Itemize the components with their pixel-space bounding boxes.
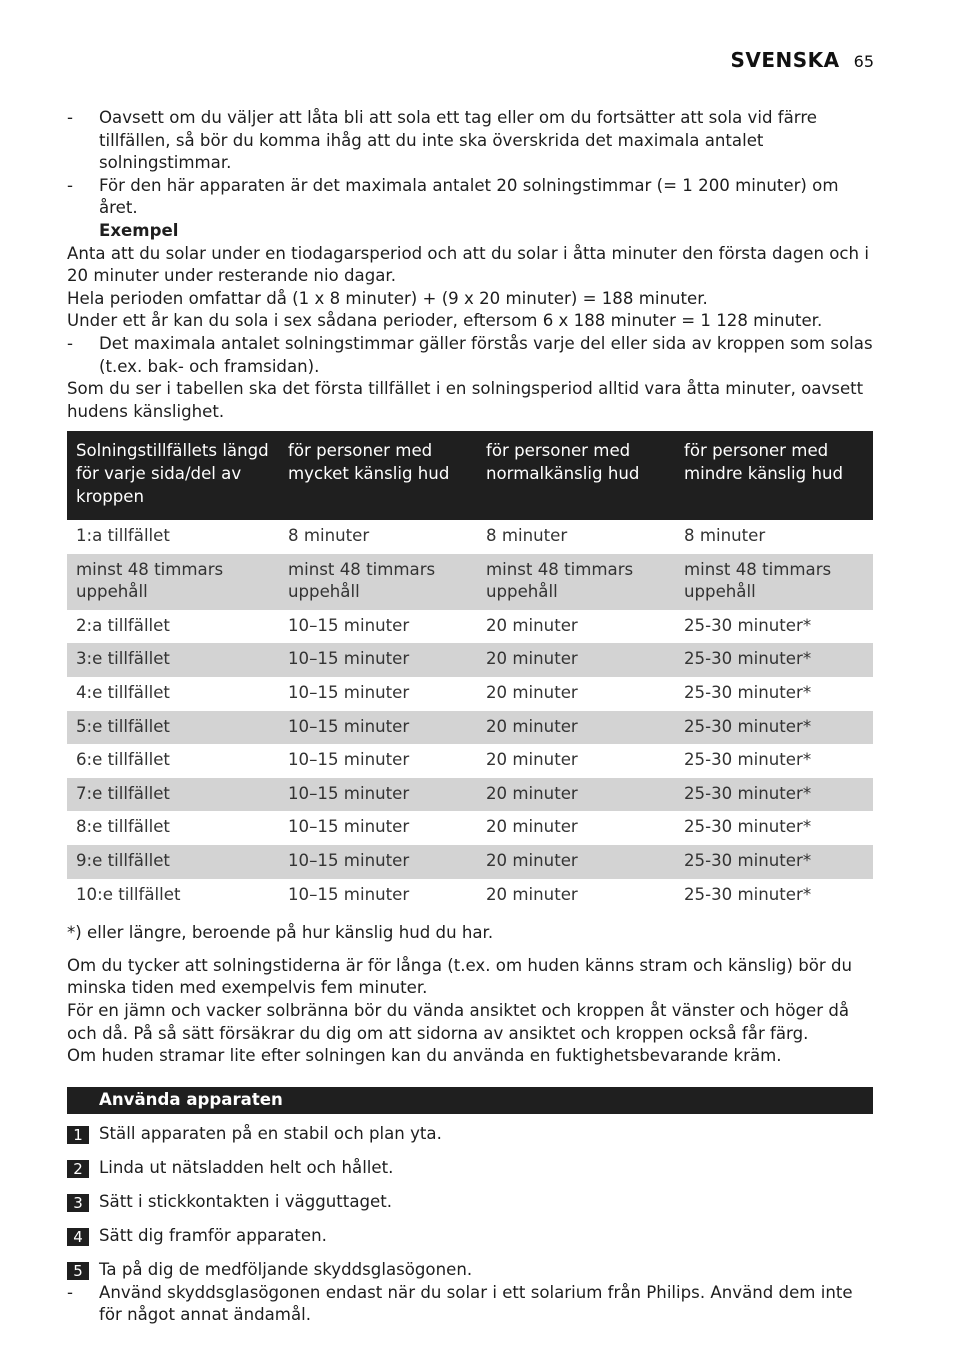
table-cell: 20 minuter [477,711,675,745]
table-cell: 20 minuter [477,778,675,812]
table-cell: 2:a tillfället [76,615,170,635]
table-row [67,520,873,554]
table-row [67,879,873,913]
intro-bullet: - Oavsett om du väljer att låta bli att sola ett tag eller om du fortsätter att sola vid färre tillfällen, så bör du komma ihåg att du inte ska överskrida det maximala antalet solningstimmar. [67,108,817,173]
step-text: Sätt i stickkontakten i vägguttaget. [99,1192,393,1212]
step-number: 1 [67,1126,89,1144]
advice-paragraph: För en jämn och vacker solbränna bör du vända ansiktet och kroppen åt vänster och höger då och då. På så sätt försäkrar du dig om att sidorna av ansiktet och kroppen också får färg. [67,1001,850,1043]
table-cell: minst 48 timmars uppehåll [477,554,675,610]
table-cell: 20 minuter [486,750,578,770]
table-row [67,778,873,812]
final-bullet: - Använd skyddsglasögonen endast när du solar i ett solarium från Philips. Använd dem inte för något annat ändamål. [67,1282,853,1325]
table-cell: 25-30 minuter* [684,683,812,703]
table-cell: 10–15 minuter [288,750,410,770]
step-item [67,1124,873,1146]
table-cell: 6:e tillfället [76,750,170,770]
table-cell: 25-30 minuter* [684,750,812,770]
table-cell: 25-30 minuter* [684,615,812,635]
table-cell: minst 48 timmars uppehåll [279,554,477,610]
table-cell: 25-30 minuter* [675,778,873,812]
example-line: Anta att du solar under en tiodagarsperiod och att du solar i åtta minuter den första dagen och i 20 minuter under resterande nio dagar. [67,243,869,286]
table-cell: 8 minuter [486,526,568,546]
table-cell: 20 minuter [477,845,675,879]
table-footnote: *) eller längre, beroende på hur känslig hud du har. [67,923,494,943]
table-cell: 8:e tillfället [76,817,170,837]
step-number: 3 [67,1194,89,1212]
table-cell: 25-30 minuter* [675,845,873,879]
advice-paragraph: Om du tycker att solningstiderna är för långa (t.ex. om huden känns stram och känslig) bör du minska tiden med exempelvis fem minuter. [67,955,853,998]
step-text: Ta på dig de medföljande skyddsglasögonen. [99,1260,473,1280]
table-cell: 25-30 minuter* [684,817,812,837]
table-cell: 25-30 minuter* [675,643,873,677]
step-number: 4 [67,1228,89,1246]
step-item [67,1260,873,1282]
advice-paragraph: Om huden stramar lite efter solningen kan du använda en fuktighetsbevarande kräm. [67,1046,782,1066]
table-row [67,643,873,677]
table-cell: 3:e tillfället [67,643,279,677]
table-cell: 20 minuter [477,643,675,677]
table-cell: 20 minuter [486,817,578,837]
example-heading: Exempel [99,220,179,240]
example-closing: Som du ser i tabellen ska det första tillfället i en solningsperiod alltid vara åtta minuter, oavsett hudens känslighet. [67,379,864,421]
step-number: 2 [67,1160,89,1178]
table-row [67,811,873,845]
table-row [67,744,873,778]
table-cell: 8 minuter [288,526,370,546]
table-header-cell: Solningstillfällets längd för varje sida/del av kroppen [67,431,279,520]
tanning-table [67,431,873,912]
table-header-cell: för personer med normalkänslig hud [477,431,675,520]
table-row [67,677,873,711]
table-cell: 8 minuter [684,526,766,546]
table-cell: 10–15 minuter [288,615,410,635]
table-row [67,845,873,879]
table-cell: 10–15 minuter [279,845,477,879]
table-cell: minst 48 timmars uppehåll [67,554,279,610]
table-cell: 10–15 minuter [288,884,410,904]
step-item [67,1158,873,1180]
step-item [67,1226,873,1248]
table-cell: 10–15 minuter [288,683,410,703]
language-label: SVENSKA [730,48,840,72]
section-heading: Använda apparaten [67,1087,873,1114]
table-cell: 9:e tillfället [67,845,279,879]
table-row [67,610,873,644]
table-row [67,554,873,610]
table-row [67,711,873,745]
page-number: 65 [853,52,874,71]
table-cell: 10–15 minuter [279,643,477,677]
table-cell: 20 minuter [486,884,578,904]
table-header-cell: för personer med mycket känslig hud [279,431,477,520]
step-text: Linda ut nätsladden helt och hållet. [99,1158,394,1178]
table-cell: minst 48 timmars uppehåll [675,554,873,610]
table-header-row [67,431,873,520]
step-text: Sätt dig framför apparaten. [99,1226,327,1246]
table-header-cell: för personer med mindre känslig hud [675,431,873,520]
example-bullet: - Det maximala antalet solningstimmar gäller förstås varje del eller sida av kroppen som solas (t.ex. bak- och framsidan). [67,333,873,376]
table-cell: 1:a tillfället [76,526,170,546]
step-item [67,1192,873,1214]
table-cell: 10–15 minuter [279,711,477,745]
table-body [67,520,873,912]
page-header [730,48,874,72]
step-number: 5 [67,1262,89,1280]
table-cell: 10:e tillfället [76,884,181,904]
table-cell: 10–15 minuter [279,778,477,812]
table-cell: 4:e tillfället [76,683,170,703]
table-cell: 7:e tillfället [67,778,279,812]
step-text: Ställ apparaten på en stabil och plan yta. [99,1124,442,1144]
advice-block [67,955,873,1068]
example-line: Hela perioden omfattar då (1 x 8 minuter) + (9 x 20 minuter) = 188 minuter. [67,288,708,308]
example-line: Under ett år kan du sola i sex sådana perioder, eftersom 6 x 188 minuter = 1 128 minuter. [67,311,823,331]
table-cell: 25-30 minuter* [675,711,873,745]
page-content [67,107,873,1327]
table-cell: 20 minuter [486,615,578,635]
table-cell: 20 minuter [486,683,578,703]
table-cell: 25-30 minuter* [684,884,812,904]
steps-list [67,1124,873,1327]
table-cell: 10–15 minuter [288,817,410,837]
table-cell: 5:e tillfället [67,711,279,745]
intro-bullet: - För den här apparaten är det maximala antalet 20 solningstimmar (= 1 200 minuter) om året. [67,175,839,218]
